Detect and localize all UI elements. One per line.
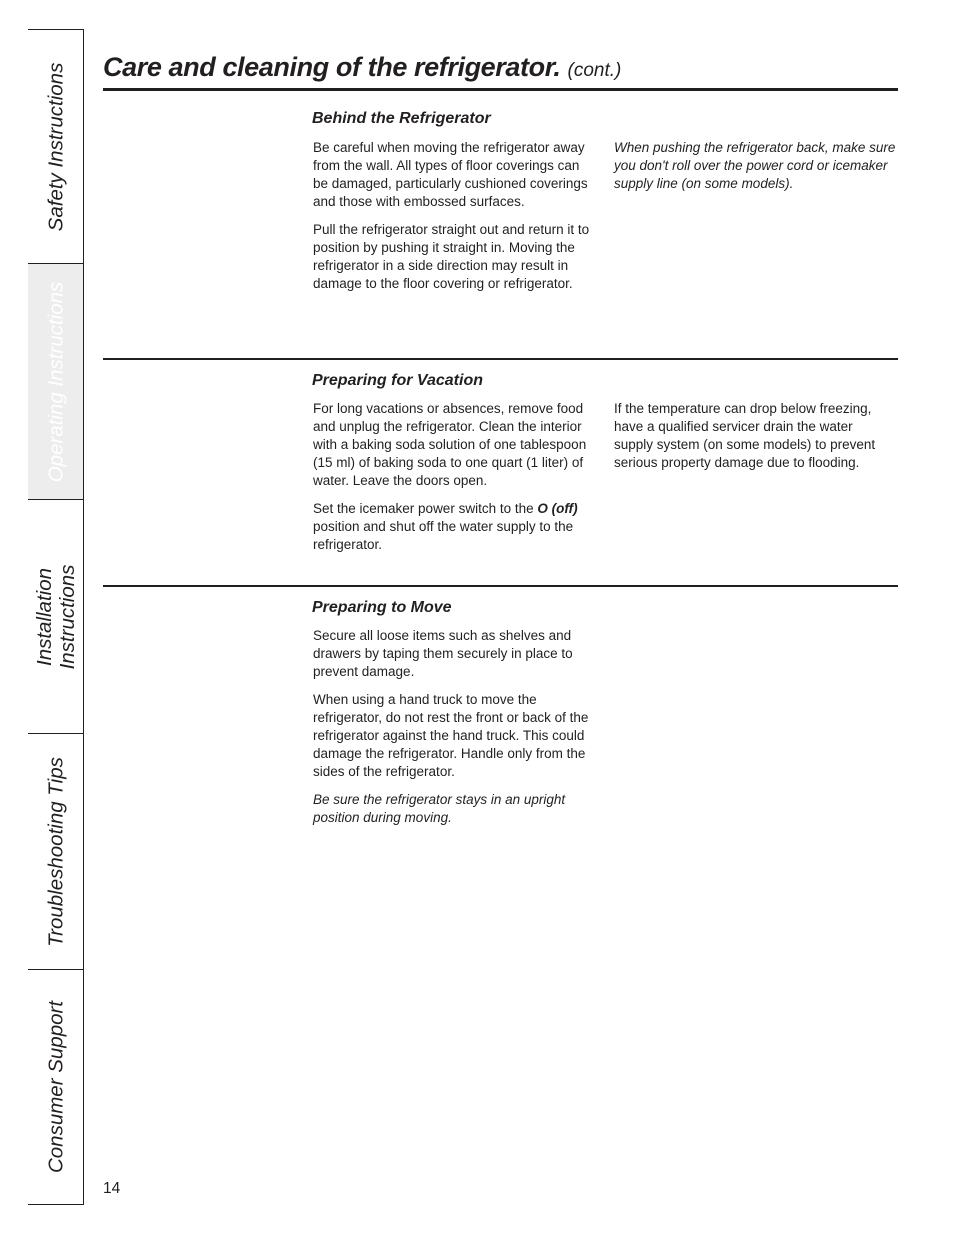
tab-label: Troubleshooting Tips <box>44 757 67 947</box>
paragraph: Pull the refrigerator straight out and return it to position by pushing it straight in. Moving the refrigerator in a side direction may result in damage to the floor covering or refrigerator. <box>313 222 590 291</box>
tab-label: Installation Instructions <box>32 564 79 670</box>
paragraph: Be sure the refrigerator stays in an upright position during moving. <box>313 792 566 825</box>
paragraph: Be careful when moving the refrigerator away from the wall. All types of floor coverings can be damaged, particularly cushioned coverings and those with embossed surfaces. <box>313 140 588 209</box>
section-heading-move: Preparing to Move <box>312 599 452 616</box>
tab-label: Safety Instructions <box>44 62 67 232</box>
tab-troubleshooting-tips[interactable] <box>28 733 83 970</box>
section-divider <box>103 585 898 587</box>
section-divider <box>103 358 898 360</box>
behind-right-column <box>614 139 899 203</box>
off-position-label: O (off) <box>537 501 578 516</box>
title-divider <box>103 88 898 91</box>
paragraph: Secure all loose items such as shelves and drawers by taping them securely in place to prevent damage. <box>313 628 573 679</box>
paragraph: When using a hand truck to move the refrigerator, do not rest the front or back of the refrigerator against the hand truck. This could damage the refrigerator. Handle only from the sides of the refrigerator. <box>313 692 589 779</box>
paragraph: When pushing the refrigerator back, make sure you don't roll over the power cord or icemaker supply line (on some models). <box>614 140 896 191</box>
tab-operating-instructions[interactable] <box>28 263 83 500</box>
move-left-column <box>313 627 591 837</box>
side-tabs <box>28 29 84 1205</box>
tab-consumer-support[interactable] <box>28 969 83 1205</box>
vacation-left-column <box>313 400 591 564</box>
page-title-text: Care and cleaning of the refrigerator. <box>103 52 561 82</box>
tab-safety-instructions[interactable] <box>28 29 83 264</box>
paragraph: For long vacations or absences, remove food and unplug the refrigerator. Clean the interior with a baking soda solution of one tablespoon (15 ml) of baking soda to one quart (1 liter) of water. Leave the doors open. <box>313 401 587 488</box>
vacation-right-column <box>614 400 894 482</box>
section-heading-vacation: Preparing for Vacation <box>312 372 483 389</box>
page-number: 14 <box>103 1180 121 1197</box>
tab-installation-instructions[interactable] <box>28 499 83 734</box>
tab-label: Operating Instructions <box>44 281 67 483</box>
paragraph-icemaker: Set the icemaker power switch to the O (off) position and shut off the water supply to the refrigerator. <box>313 501 578 552</box>
paragraph: If the temperature can drop below freezing, have a qualified servicer drain the water supply system (on some models) to prevent serious property damage due to flooding. <box>614 401 876 470</box>
section-heading-behind: Behind the Refrigerator <box>312 110 491 127</box>
behind-left-column <box>313 139 591 303</box>
tab-label: Consumer Support <box>44 1000 67 1174</box>
page-title-cont: (cont.) <box>567 60 622 81</box>
page-title <box>103 52 621 83</box>
